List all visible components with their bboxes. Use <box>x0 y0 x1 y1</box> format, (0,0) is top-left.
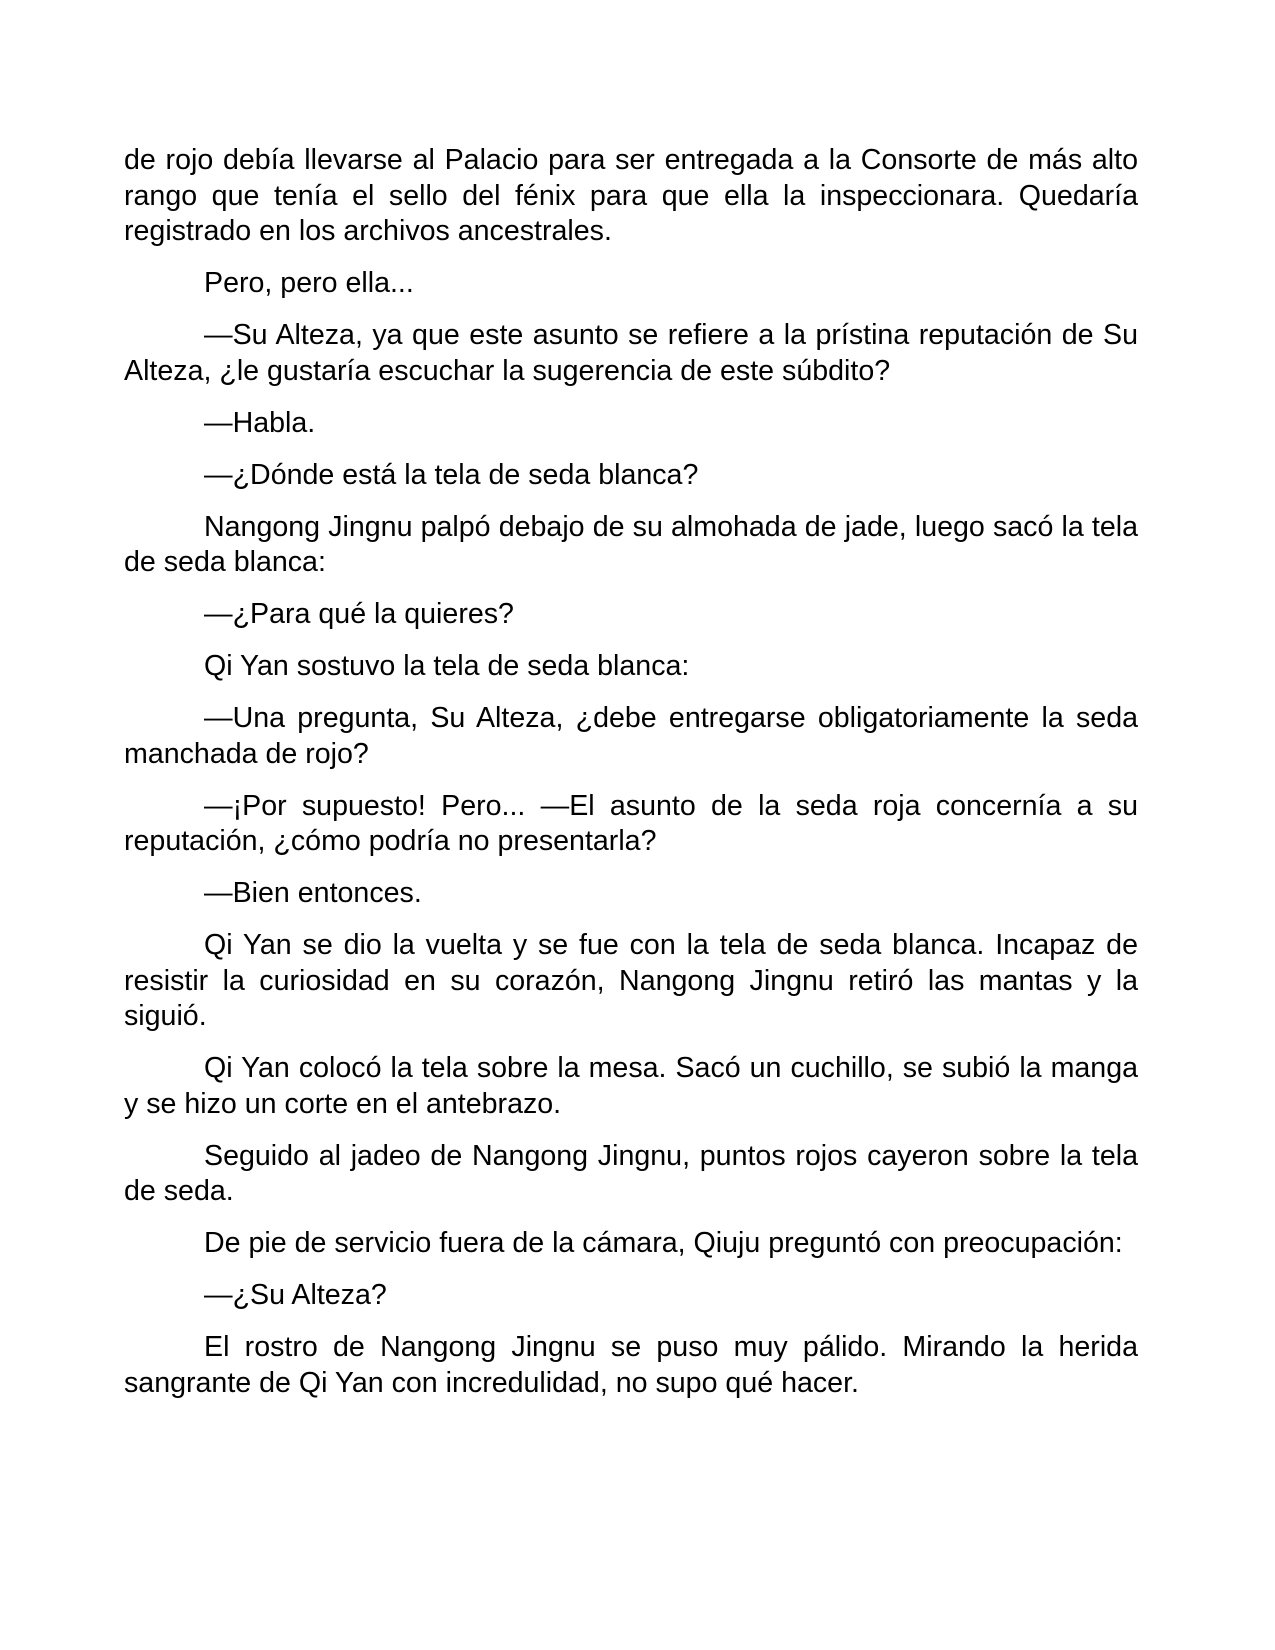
paragraph: Nangong Jingnu palpó debajo de su almohada de jade, luego sacó la tela de seda blanca: <box>124 510 1138 578</box>
paragraph: Seguido al jadeo de Nangong Jingnu, puntos rojos cayeron sobre la tela de seda. <box>124 1139 1138 1207</box>
paragraph: —Su Alteza, ya que este asunto se refiere a la prístina reputación de Su Alteza, ¿le gustaría escuchar la sugerencia de este súbdito? <box>124 319 1138 387</box>
paragraph-continuation: de rojo debía llevarse al Palacio para ser entregada a la Consorte de más alto rango que tenía el sello del fénix para que ella la inspeccionara. Quedaría registrado en los archivos ancestrales. <box>124 144 1138 247</box>
paragraph: Pero, pero ella... <box>204 267 414 299</box>
paragraph: —¿Para qué la quieres? <box>204 598 514 630</box>
paragraph: —Una pregunta, Su Alteza, ¿debe entregarse obligatoriamente la seda manchada de rojo? <box>124 702 1138 770</box>
paragraph: Qi Yan se dio la vuelta y se fue con la tela de seda blanca. Incapaz de resistir la curiosidad en su corazón, Nangong Jingnu retiró las mantas y la siguió. <box>124 929 1138 1032</box>
paragraph: —¡Por supuesto! Pero... —El asunto de la seda roja concernía a su reputación, ¿cómo podría no presentarla? <box>124 789 1138 857</box>
paragraph: Qi Yan colocó la tela sobre la mesa. Sacó un cuchillo, se subió la manga y se hizo un corte en el antebrazo. <box>124 1052 1138 1120</box>
paragraph: —¿Dónde está la tela de seda blanca? <box>204 458 699 491</box>
document-page <box>124 143 1138 1418</box>
paragraph: Qi Yan sostuvo la tela de seda blanca: <box>204 650 690 682</box>
paragraph: —Bien entonces. <box>204 877 422 909</box>
paragraph: De pie de servicio fuera de la cámara, Qiuju preguntó con preocupación: <box>204 1227 1123 1259</box>
paragraph: El rostro de Nangong Jingnu se puso muy pálido. Mirando la herida sangrante de Qi Yan con incredulidad, no supo qué hacer. <box>124 1331 1138 1399</box>
paragraph: —Habla. <box>204 406 316 439</box>
paragraph: —¿Su Alteza? <box>204 1279 387 1311</box>
